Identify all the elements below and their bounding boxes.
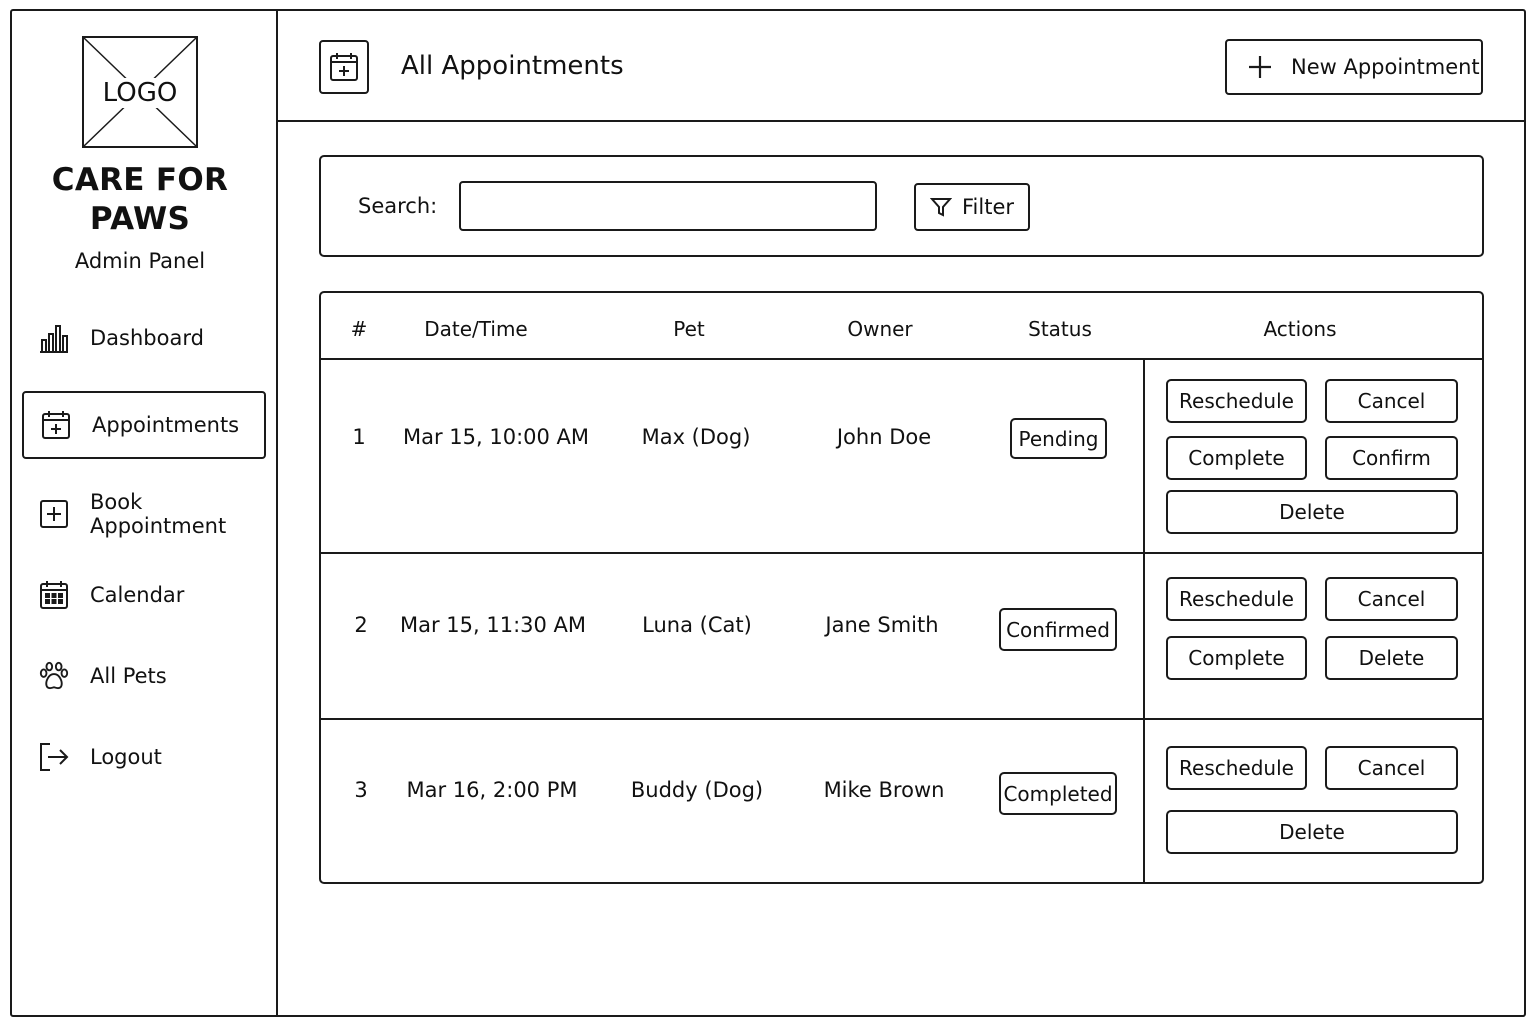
reschedule-button[interactable]: Reschedule xyxy=(1166,379,1307,423)
paw-icon xyxy=(38,660,70,692)
calendar-plus-icon xyxy=(319,40,369,94)
calendar-grid-icon xyxy=(38,579,70,611)
brand-line-1: CARE FOR xyxy=(51,162,229,198)
row-number: 2 xyxy=(354,613,368,637)
admin-subtitle: Admin Panel xyxy=(74,249,206,273)
row-pet: Max (Dog) xyxy=(641,425,751,449)
row-datetime: Mar 16, 2:00 PM xyxy=(406,778,578,802)
brand-name xyxy=(12,161,268,239)
cancel-button[interactable]: Cancel xyxy=(1325,379,1458,423)
logo-text: LOGO xyxy=(102,78,178,108)
row-pet: Luna (Cat) xyxy=(642,613,752,637)
filter-label: Filter xyxy=(961,195,1014,219)
sidebar-item-label: Calendar xyxy=(90,583,185,607)
page-title: All Appointments xyxy=(401,51,624,81)
header-divider xyxy=(321,358,1482,360)
search-input[interactable] xyxy=(459,181,877,231)
plus-icon xyxy=(1247,54,1273,80)
row-number: 3 xyxy=(354,778,368,802)
sidebar-item-label: Logout xyxy=(90,745,162,769)
logout-icon xyxy=(38,741,70,773)
brand-line-2: PAWS xyxy=(89,201,191,237)
filter-icon xyxy=(930,196,952,218)
actions-column-divider xyxy=(1143,358,1145,884)
column-header-actions: Actions xyxy=(1263,317,1337,341)
new-appointment-button[interactable] xyxy=(1225,39,1483,95)
row-owner: Jane Smith xyxy=(825,613,939,637)
sidebar-item-all-pets[interactable] xyxy=(22,642,266,710)
delete-button[interactable]: Delete xyxy=(1325,636,1458,680)
sidebar-item-label: Book Appointment xyxy=(90,490,227,538)
row-divider xyxy=(321,718,1482,720)
column-header-owner: Owner xyxy=(847,317,913,341)
row-divider xyxy=(321,552,1482,554)
row-number: 1 xyxy=(352,425,366,449)
column-header-pet: Pet xyxy=(673,317,705,341)
logo xyxy=(82,36,198,148)
row-owner: John Doe xyxy=(836,425,932,449)
sidebar-item-logout[interactable] xyxy=(22,723,266,791)
cancel-button[interactable]: Cancel xyxy=(1325,746,1458,790)
sidebar-item-label: Dashboard xyxy=(90,326,204,350)
row-pet: Buddy (Dog) xyxy=(630,778,764,802)
sidebar-item-dashboard[interactable] xyxy=(22,304,266,372)
sidebar-item-label: All Pets xyxy=(90,664,167,688)
status-badge: Completed xyxy=(999,772,1117,815)
status-badge: Pending xyxy=(1010,418,1107,459)
row-datetime: Mar 15, 10:00 AM xyxy=(402,425,590,449)
cancel-button[interactable]: Cancel xyxy=(1325,577,1458,621)
sidebar-item-label: Appointments xyxy=(92,413,240,437)
row-owner: Mike Brown xyxy=(823,778,945,802)
delete-button[interactable]: Delete xyxy=(1166,810,1458,854)
search-panel xyxy=(319,155,1484,257)
sidebar-item-appointments[interactable] xyxy=(22,391,266,459)
complete-button[interactable]: Complete xyxy=(1166,636,1307,680)
row-datetime: Mar 15, 11:30 AM xyxy=(399,613,587,637)
delete-button[interactable]: Delete xyxy=(1166,490,1458,534)
filter-button[interactable] xyxy=(914,183,1030,231)
status-badge: Confirmed xyxy=(999,608,1117,651)
search-label: Search: xyxy=(358,194,438,218)
appointments-table xyxy=(319,291,1484,884)
complete-button[interactable]: Complete xyxy=(1166,436,1307,480)
new-appointment-label: New Appointment xyxy=(1291,55,1480,79)
plus-square-icon xyxy=(38,498,70,530)
reschedule-button[interactable]: Reschedule xyxy=(1166,746,1307,790)
calendar-plus-icon xyxy=(40,409,72,441)
bar-chart-icon xyxy=(38,322,70,354)
column-header-datetime: Date/Time xyxy=(424,317,528,341)
reschedule-button[interactable]: Reschedule xyxy=(1166,577,1307,621)
sidebar-item-calendar[interactable] xyxy=(22,561,266,629)
column-header-number: # xyxy=(350,317,368,341)
confirm-button[interactable]: Confirm xyxy=(1325,436,1458,480)
sidebar xyxy=(12,11,278,1015)
sidebar-item-book-appointment[interactable] xyxy=(22,480,266,548)
column-header-status: Status xyxy=(1028,317,1092,341)
page-header xyxy=(278,11,1524,122)
